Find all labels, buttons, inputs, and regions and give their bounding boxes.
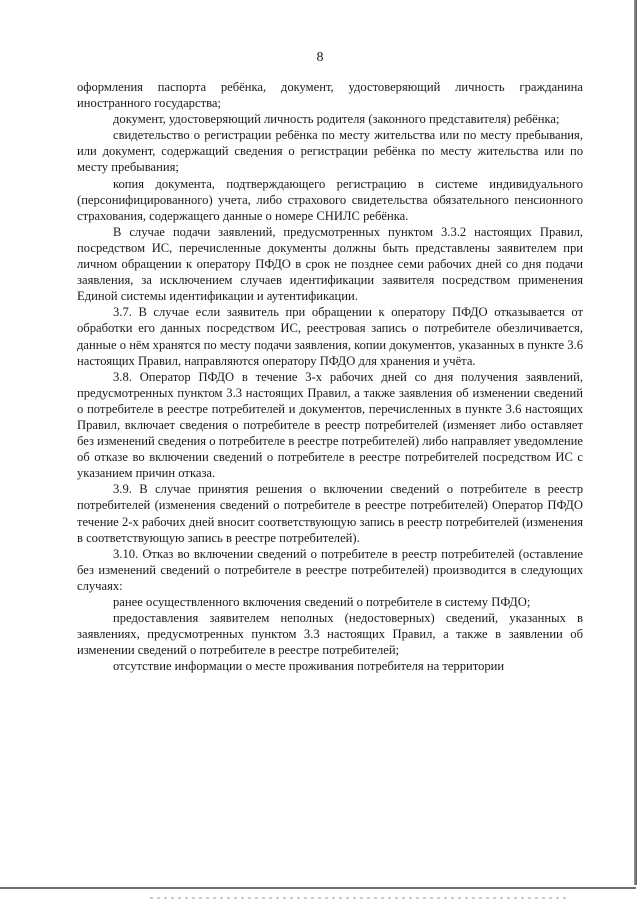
scan-artifact (150, 897, 570, 899)
paragraph-4: копия документа, подтверждающего регистрацию в системе индивидуального (персонифицированного) учета, либо страхового свидетельства обязательного пенсионного страхования, содержащего данные о номере СНИЛС ребёнка. (77, 176, 583, 223)
paragraph-2: документ, удостоверяющий личность родителя (законного представителя) ребёнка; (113, 112, 560, 127)
paragraph-3-7: 3.7. В случае если заявитель при обращении к оператору ПФДО отказывается от обработки его данных посредством ИС, реестровая запись о потребителе обезличивается, данные о нём хранятся по месту подачи заявления, копии документов, указанных в пункте 3.6 настоящих Правил, направляются оператору ПФДО для хранения и учёта. (77, 305, 583, 368)
page-number: 8 (316, 50, 324, 65)
paragraph-3: свидетельство о регистрации ребёнка по месту жительства или по месту пребывания, или документ, содержащий сведения о регистрации ребёнка по месту жительства или по месту пребывания; (77, 128, 583, 175)
document-body (77, 79, 583, 674)
paragraph-5: В случае подачи заявлений, предусмотренных пунктом 3.3.2 настоящих Правил, посредством ИС, перечисленные документы должны быть представлены заявителем при личном обращении к оператору ПФДО в срок не позднее семи рабочих дней со дня подачи заявления, за исключением случаев идентификации заявителя посредством применения Единой системы идентификации и аутентификации. (77, 224, 583, 304)
paragraph-case-1: ранее осуществленного включения сведений о потребителе в систему ПФДО; (113, 595, 531, 609)
paragraph-1: оформления паспорта ребёнка, документ, удостоверяющий личность гражданина иностранного государства; (77, 80, 583, 111)
paragraph-case-2: предоставления заявителем неполных (недостоверных) сведений, указанных в заявлениях, предусмотренных пунктом 3.3 настоящих Правил, а также в заявлении об изменении сведений о потребителе в реестре потребителей; (77, 611, 583, 658)
scan-page-edge-right (634, 0, 637, 885)
scan-page-edge-bottom (0, 887, 636, 889)
paragraph-3-10: 3.10. Отказ во включении сведений о потребителе в реестр потребителей (оставление без изменений сведений о потребителе в реестре потребителей) производится в следующих случаях: (77, 546, 583, 593)
paragraph-case-3: отсутствие информации о месте проживания потребителя на территории (113, 659, 505, 674)
paragraph-3-8: 3.8. Оператор ПФДО в течение 3-х рабочих дней со дня получения заявлений, предусмотренных пунктом 3.3 настоящих Правил, а также заявления об изменении сведений о потребителе в реестре потребителей и документов, перечисленных в пункте 3.6 настоящих Правил, включает сведения о потребителе в реестр потребителей (изменяет либо оставляет без изменений сведения о потребителе в реестре потребителей) либо направляет уведомление об отказе во включении сведений о потребителе в реестре потребителей посредством ИС с указанием причин отказа. (77, 369, 583, 481)
paragraph-3-9: 3.9. В случае принятия решения о включении сведений о потребителе в реестр потребителей (изменения сведений о потребителе в реестре потребителей) Оператор ПФДО течение 2-х рабочих дней вносит соответствующую запись в реестр потребителей (изменения в соответствующую запись в реестре потребителей). (77, 482, 583, 545)
